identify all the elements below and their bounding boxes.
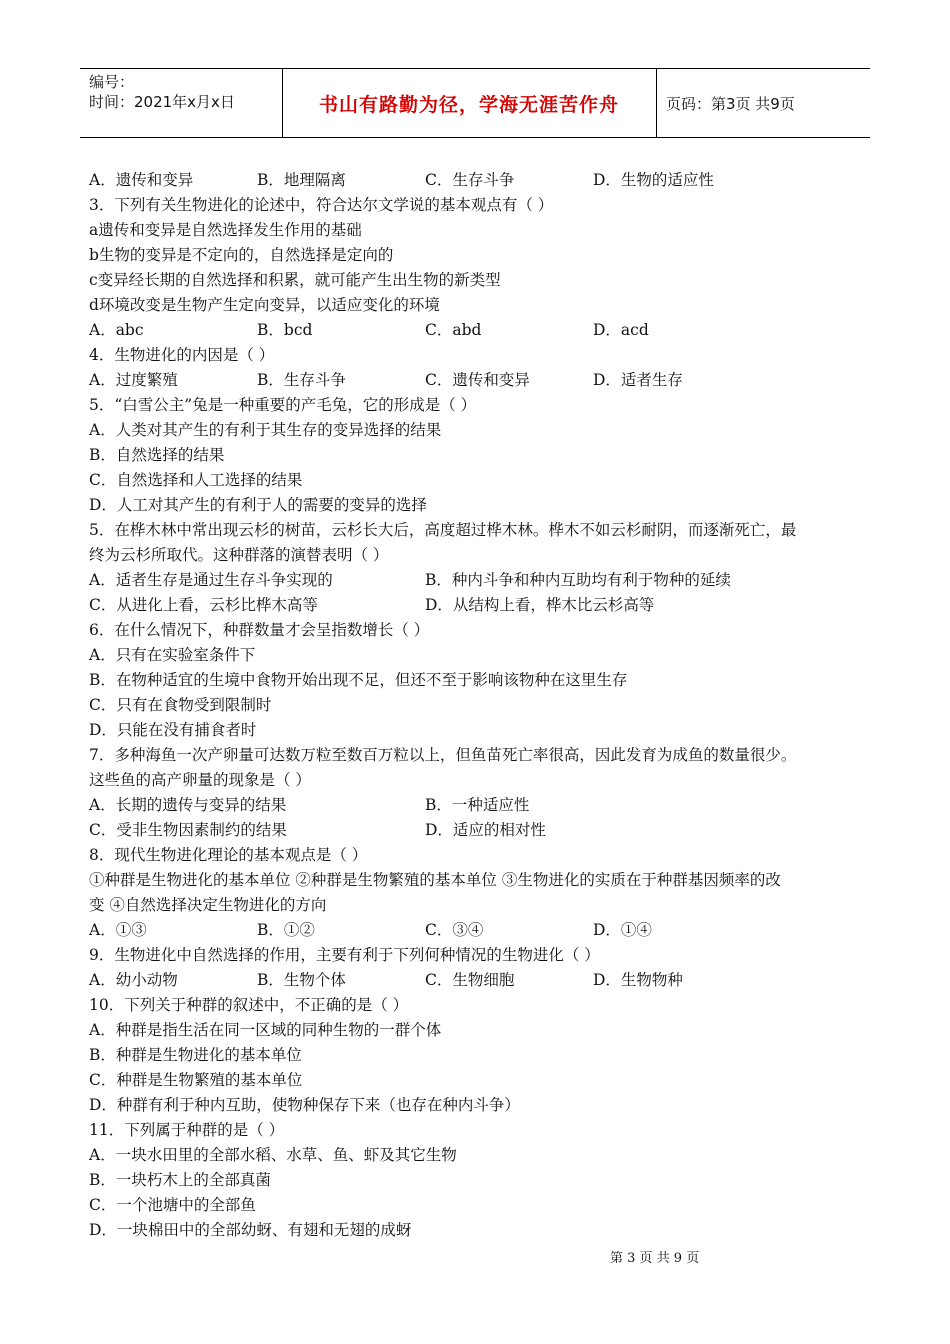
- page-header: [80, 68, 870, 138]
- text-line: a遗传和变异是自然选择发生作用的基础: [89, 221, 362, 239]
- text-line: A．人类对其产生的有利于其生存的变异选择的结果: [89, 421, 442, 439]
- text-line: ①种群是生物进化的基本单位 ②种群是生物繁殖的基本单位 ③生物进化的实质在于种群基因频率的改: [89, 871, 781, 889]
- text-line: 5．在桦木林中常出现云杉的树苗，云杉长大后，高度超过桦木林。桦木不如云杉耐阴，而逐渐死亡，最: [89, 521, 797, 539]
- text-line: D．只能在没有捕食者时: [89, 721, 257, 739]
- text-line: B．种群是生物进化的基本单位: [89, 1046, 302, 1064]
- text-line: B．在物种适宜的生境中食物开始出现不足，但还不至于影响该物种在这里生存: [89, 671, 628, 689]
- option-row: [89, 968, 864, 993]
- option-item: D．生物物种: [593, 971, 683, 989]
- text-line: 7．多种海鱼一次产卵量可达数万粒至数百万粒以上，但鱼苗死亡率很高，因此发育为成鱼的数量很少。: [89, 746, 797, 764]
- header-meta-cell: [80, 69, 283, 137]
- text-line: C．只有在食物受到限制时: [89, 696, 272, 714]
- text-line: b生物的变异是不定向的，自然选择是定向的: [89, 246, 394, 264]
- text-line: 10．下列关于种群的叙述中，不正确的是（ ）: [89, 996, 409, 1014]
- header-motto-cell: [282, 69, 657, 137]
- text-line: 6．在什么情况下，种群数量才会呈指数增长（ ）: [89, 621, 430, 639]
- option-item: B．bcd: [257, 321, 313, 339]
- question-body: [89, 168, 864, 1243]
- text-line: 4．生物进化的内因是（ ）: [89, 346, 275, 364]
- text-line: 终为云杉所取代。这种群落的演替表明（ ）: [89, 546, 389, 564]
- option-item: A．abc: [89, 321, 144, 339]
- number-label: 编号：: [89, 73, 135, 91]
- text-line: 5．“白雪公主”兔是一种重要的产毛兔，它的形成是（ ）: [89, 396, 477, 414]
- option-row: [89, 318, 864, 343]
- text-line: 11．下列属于种群的是（ ）: [89, 1121, 285, 1139]
- text-line: A．只有在实验室条件下: [89, 646, 256, 664]
- option-item: B．生存斗争: [257, 371, 346, 389]
- option-item: D．生物的适应性: [593, 171, 714, 189]
- header-page-cell: [656, 69, 870, 137]
- option-item: A．遗传和变异: [89, 171, 194, 189]
- text-line: D．种群有利于种内互助，使物种保存下来（也存在种内斗争）: [89, 1096, 520, 1114]
- option-item: D．acd: [593, 321, 649, 339]
- text-line: D．人工对其产生的有利于人的需要的变异的选择: [89, 496, 427, 514]
- option-item: C．遗传和变异: [425, 371, 530, 389]
- option-item: A．长期的遗传与变异的结果: [89, 796, 287, 814]
- option-item: C．从进化上看，云杉比桦木高等: [89, 596, 318, 614]
- text-line: A．种群是指生活在同一区域的同种生物的一群个体: [89, 1021, 442, 1039]
- option-row: [89, 368, 864, 393]
- option-item: D．从结构上看，桦木比云杉高等: [425, 596, 655, 614]
- text-line: C．一个池塘中的全部鱼: [89, 1196, 256, 1214]
- text-line: D．一块棉田中的全部幼蚜、有翅和无翅的成蚜: [89, 1221, 412, 1239]
- time-label: 时间：2021年x月x日: [89, 93, 235, 111]
- text-line: 这些鱼的高产卵量的现象是（ ）: [89, 771, 311, 789]
- option-item: B．生物个体: [257, 971, 346, 989]
- option-item: C．abd: [425, 321, 482, 339]
- option-row: [89, 818, 864, 843]
- option-item: A．过度繁殖: [89, 371, 178, 389]
- text-line: C．自然选择和人工选择的结果: [89, 471, 303, 489]
- option-item: C．生存斗争: [425, 171, 515, 189]
- text-line: B．一块朽木上的全部真菌: [89, 1171, 271, 1189]
- option-item: A．适者生存是通过生存斗争实现的: [89, 571, 333, 589]
- text-line: A．一块水田里的全部水稻、水草、鱼、虾及其它生物: [89, 1146, 457, 1164]
- text-line: B．自然选择的结果: [89, 446, 225, 464]
- page-footer: 第 3 页 共 9 页: [610, 1251, 700, 1266]
- option-item: A．幼小动物: [89, 971, 178, 989]
- text-line: 3．下列有关生物进化的论述中，符合达尔文学说的基本观点有（ ）: [89, 196, 554, 214]
- text-line: d环境改变是生物产生定向变异，以适应变化的环境: [89, 296, 440, 314]
- option-item: C．生物细胞: [425, 971, 515, 989]
- option-item: B．种内斗争和种内互助均有利于物种的延续: [425, 571, 731, 589]
- option-item: C．③④: [425, 921, 484, 939]
- text-line: C．种群是生物繁殖的基本单位: [89, 1071, 303, 1089]
- page-info: 页码：第3页 共9页: [666, 94, 795, 113]
- text-line: 变 ④自然选择决定生物进化的方向: [89, 896, 327, 914]
- option-item: D．①④: [593, 921, 652, 939]
- option-item: B．①②: [257, 921, 315, 939]
- motto: 书山有路勤为径，学海无涯苦作舟: [318, 93, 619, 116]
- option-item: B．一种适应性: [425, 796, 530, 814]
- option-row: [89, 593, 864, 618]
- option-row: [89, 793, 864, 818]
- text-line: 9．生物进化中自然选择的作用，主要有利于下列何种情况的生物进化（ ）: [89, 946, 600, 964]
- option-item: B．地理隔离: [257, 171, 346, 189]
- option-item: C．受非生物因素制约的结果: [89, 821, 287, 839]
- text-line: c变异经长期的自然选择和积累，就可能产生出生物的新类型: [89, 271, 501, 289]
- option-row: [89, 568, 864, 593]
- option-row: [89, 918, 864, 943]
- option-item: D．适者生存: [593, 371, 683, 389]
- option-item: A．①③: [89, 921, 147, 939]
- option-item: D．适应的相对性: [425, 821, 546, 839]
- option-row: [89, 168, 864, 193]
- text-line: 8．现代生物进化理论的基本观点是（ ）: [89, 846, 368, 864]
